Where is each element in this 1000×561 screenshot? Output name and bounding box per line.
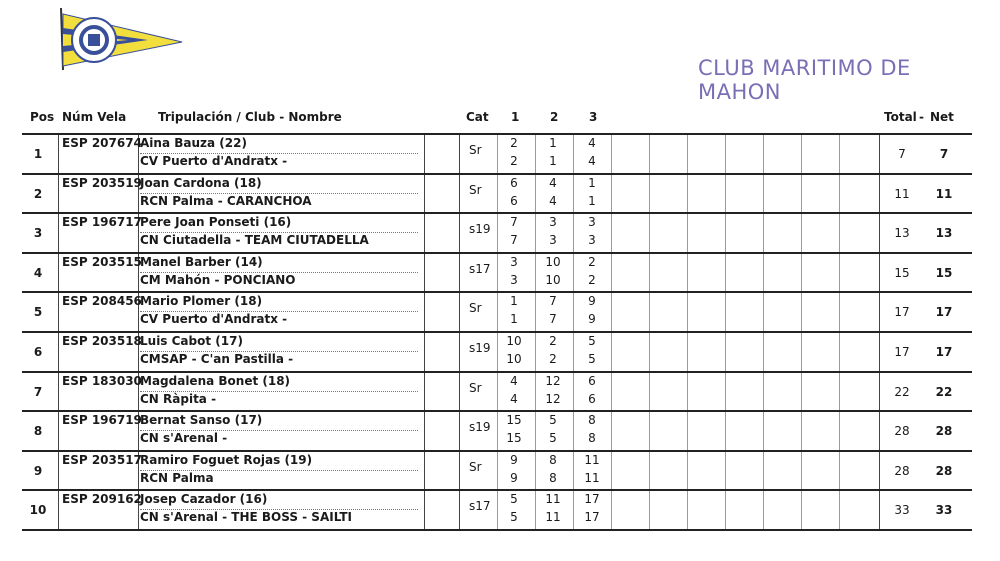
table-row — [22, 412, 972, 452]
column-divider — [424, 333, 425, 371]
race-1-score: 4 — [510, 373, 518, 388]
column-divider — [763, 214, 764, 252]
column-divider — [459, 135, 460, 173]
race-2-score: 12 — [545, 391, 561, 406]
column-divider — [573, 452, 574, 490]
column-divider — [535, 333, 536, 371]
column-divider — [573, 333, 574, 371]
column-divider — [497, 135, 498, 173]
column-divider — [725, 293, 726, 331]
race-1-score: 9 — [510, 452, 518, 467]
column-divider — [573, 293, 574, 331]
column-divider — [725, 254, 726, 292]
column-divider — [535, 373, 536, 411]
race-3-score: 17 — [584, 510, 600, 525]
table-row — [22, 214, 972, 254]
column-divider — [687, 135, 688, 173]
total-points: 33 — [894, 503, 910, 518]
table-row — [22, 135, 972, 175]
column-divider — [459, 214, 460, 252]
race-2-score: 11 — [545, 510, 561, 525]
column-divider — [839, 293, 840, 331]
column-divider — [687, 254, 688, 292]
column-divider — [611, 175, 612, 213]
total-points: 11 — [894, 186, 910, 201]
header-race-1: 1 — [511, 110, 520, 124]
column-divider — [687, 214, 688, 252]
header-race-2: 2 — [550, 110, 559, 124]
race-3-score: 6 — [588, 373, 596, 388]
column-divider — [879, 135, 880, 173]
club-cell: CV Puerto d'Andratx - — [140, 154, 288, 168]
column-divider — [879, 254, 880, 292]
column-divider — [58, 373, 59, 411]
column-divider — [725, 373, 726, 411]
sail-number-cell: ESP 183030 — [62, 373, 142, 388]
column-divider — [424, 491, 425, 529]
position-cell: 6 — [33, 345, 43, 359]
race-3-score: 1 — [588, 193, 596, 208]
column-divider — [763, 452, 764, 490]
column-divider — [58, 412, 59, 450]
column-divider — [801, 412, 802, 450]
column-divider — [763, 491, 764, 529]
sail-number-cell: ESP 209162 — [62, 492, 142, 507]
column-divider — [58, 214, 59, 252]
race-3-score: 5 — [588, 334, 596, 348]
club-cell: CMSAP - C'an Pastilla - — [140, 352, 294, 366]
column-divider — [649, 254, 650, 292]
race-3-score: 9 — [588, 312, 596, 327]
column-divider — [424, 373, 425, 411]
race-2-score: 10 — [545, 254, 561, 269]
club-cell: CN Ràpita - — [140, 391, 217, 406]
column-divider — [687, 452, 688, 490]
race-1-score: 6 — [510, 193, 518, 208]
column-divider — [611, 135, 612, 173]
race-3-score: 3 — [588, 233, 596, 248]
category-cell: Sr — [469, 301, 482, 316]
race-1-score: 5 — [510, 492, 518, 507]
column-divider — [497, 452, 498, 490]
category-cell: s19 — [469, 420, 491, 435]
club-cell: RCN Palma — [140, 470, 214, 485]
column-divider — [839, 254, 840, 292]
column-divider — [763, 175, 764, 213]
sailor-name-cell: Manel Barber (14) — [140, 254, 263, 269]
column-divider — [497, 254, 498, 292]
header-total: Total — [884, 110, 917, 124]
category-cell: s17 — [469, 499, 491, 514]
column-divider — [535, 135, 536, 173]
sail-number-cell: ESP 207674 — [62, 136, 142, 150]
column-divider — [839, 373, 840, 411]
column-divider — [879, 293, 880, 331]
column-divider — [801, 491, 802, 529]
race-1-score: 3 — [510, 272, 518, 287]
column-divider — [535, 175, 536, 213]
column-divider — [801, 452, 802, 490]
column-divider — [687, 175, 688, 213]
column-divider — [801, 135, 802, 173]
header-net: Net — [930, 110, 954, 124]
category-cell: s19 — [469, 222, 491, 237]
header-pos: Pos — [30, 110, 55, 124]
position-cell: 2 — [33, 186, 43, 201]
column-divider — [535, 491, 536, 529]
column-divider — [763, 135, 764, 173]
race-3-score: 11 — [584, 452, 600, 467]
column-divider — [801, 293, 802, 331]
race-1-score: 10 — [506, 334, 522, 348]
column-divider — [424, 214, 425, 252]
column-divider — [649, 412, 650, 450]
column-divider — [649, 293, 650, 331]
column-divider — [687, 333, 688, 371]
sailor-name-cell: Aina Bauza (22) — [140, 136, 247, 150]
column-divider — [459, 452, 460, 490]
race-2-score: 10 — [545, 272, 561, 287]
column-divider — [649, 214, 650, 252]
race-3-score: 8 — [588, 413, 596, 428]
column-divider — [763, 412, 764, 450]
column-divider — [58, 452, 59, 490]
race-2-score: 3 — [549, 215, 557, 230]
table-row — [22, 452, 972, 492]
header-dash: - — [919, 110, 924, 124]
race-1-score: 5 — [510, 510, 518, 525]
total-points: 13 — [894, 226, 910, 241]
column-divider — [611, 412, 612, 450]
sail-number-cell: ESP 203519 — [62, 175, 142, 190]
net-points: 11 — [935, 186, 953, 201]
header-sail-number: Núm Vela — [62, 110, 127, 124]
net-points: 17 — [935, 305, 953, 320]
column-divider — [497, 491, 498, 529]
club-name: CLUB MARITIMO DE MAHON — [698, 56, 911, 104]
column-divider — [611, 452, 612, 490]
column-divider — [879, 373, 880, 411]
column-divider — [725, 333, 726, 371]
sailor-name-cell: Luis Cabot (17) — [140, 334, 243, 348]
race-1-score: 7 — [510, 233, 518, 248]
club-cell: RCN Palma - CARANCHOA — [140, 193, 312, 208]
race-3-score: 1 — [588, 175, 596, 190]
race-3-score: 8 — [588, 431, 596, 446]
column-divider — [879, 333, 880, 371]
club-cell: CN Ciutadella - TEAM CIUTADELLA — [140, 233, 369, 248]
column-divider — [573, 135, 574, 173]
race-1-score: 2 — [510, 136, 518, 150]
position-cell: 3 — [33, 226, 43, 241]
column-divider — [801, 214, 802, 252]
club-burgee-logo — [58, 6, 184, 72]
column-divider — [687, 293, 688, 331]
race-2-score: 7 — [549, 294, 557, 309]
club-cell: CM Mahón - PONCIANO — [140, 272, 296, 287]
column-divider — [573, 491, 574, 529]
table-row — [22, 491, 972, 531]
category-cell: Sr — [469, 459, 482, 474]
sailor-name-cell: Josep Cazador (16) — [140, 492, 268, 507]
sail-number-cell: ESP 203515 — [62, 254, 142, 269]
column-divider — [763, 373, 764, 411]
column-divider — [611, 491, 612, 529]
column-divider — [58, 254, 59, 292]
column-divider — [649, 373, 650, 411]
total-points: 15 — [894, 265, 910, 280]
race-1-score: 9 — [510, 470, 518, 485]
column-divider — [763, 333, 764, 371]
total-points: 17 — [894, 345, 910, 359]
column-divider — [535, 452, 536, 490]
column-divider — [497, 175, 498, 213]
total-points: 17 — [894, 305, 910, 320]
race-1-score: 3 — [510, 254, 518, 269]
column-divider — [459, 293, 460, 331]
column-divider — [725, 175, 726, 213]
column-divider — [763, 254, 764, 292]
table-row — [22, 373, 972, 413]
column-divider — [573, 175, 574, 213]
column-divider — [611, 214, 612, 252]
column-divider — [725, 214, 726, 252]
sail-number-cell: ESP 203518 — [62, 334, 142, 348]
club-cell: CN s'Arenal - — [140, 431, 228, 446]
column-divider — [839, 491, 840, 529]
column-divider — [649, 175, 650, 213]
category-cell: s19 — [469, 341, 491, 355]
column-divider — [459, 412, 460, 450]
column-divider — [879, 214, 880, 252]
race-2-score: 12 — [545, 373, 561, 388]
race-1-score: 15 — [506, 413, 522, 428]
column-divider — [459, 491, 460, 529]
column-divider — [687, 491, 688, 529]
column-divider — [725, 135, 726, 173]
net-points: 17 — [935, 345, 953, 359]
position-cell: 9 — [33, 463, 43, 478]
sailor-name-cell: Mario Plomer (18) — [140, 294, 263, 309]
column-divider — [459, 373, 460, 411]
column-divider — [611, 373, 612, 411]
race-3-score: 11 — [584, 470, 600, 485]
race-3-score: 2 — [588, 254, 596, 269]
column-divider — [839, 135, 840, 173]
column-divider — [687, 373, 688, 411]
race-1-score: 1 — [510, 294, 518, 309]
column-divider — [497, 373, 498, 411]
column-divider — [649, 333, 650, 371]
position-cell: 1 — [33, 147, 43, 161]
position-cell: 5 — [33, 305, 43, 320]
total-points: 28 — [894, 463, 910, 478]
net-points: 22 — [935, 384, 953, 399]
column-divider — [839, 333, 840, 371]
column-divider — [424, 135, 425, 173]
column-divider — [424, 254, 425, 292]
race-2-score: 1 — [549, 154, 557, 168]
sail-number-cell: ESP 196717 — [62, 215, 142, 230]
column-divider — [58, 491, 59, 529]
column-divider — [573, 254, 574, 292]
column-divider — [801, 175, 802, 213]
race-3-score: 4 — [588, 136, 596, 150]
category-cell: Sr — [469, 143, 482, 157]
net-points: 13 — [935, 226, 953, 241]
column-divider — [649, 491, 650, 529]
column-divider — [801, 333, 802, 371]
column-divider — [459, 333, 460, 371]
sailor-name-cell: Ramiro Foguet Rojas (19) — [140, 452, 313, 467]
column-divider — [879, 491, 880, 529]
table-row — [22, 293, 972, 333]
race-1-score: 1 — [510, 312, 518, 327]
column-divider — [879, 175, 880, 213]
sailor-name-cell: Pere Joan Ponseti (16) — [140, 215, 292, 230]
column-divider — [725, 412, 726, 450]
race-2-score: 5 — [549, 431, 557, 446]
race-3-score: 6 — [588, 391, 596, 406]
race-2-score: 8 — [549, 470, 557, 485]
total-points: 22 — [894, 384, 910, 399]
category-cell: Sr — [469, 380, 482, 395]
column-divider — [573, 373, 574, 411]
race-3-score: 17 — [584, 492, 600, 507]
sailor-name-cell: Bernat Sanso (17) — [140, 413, 263, 428]
header-crew-club: Tripulación / Club - Nombre — [158, 110, 342, 124]
race-2-score: 7 — [549, 312, 557, 327]
race-2-score: 4 — [549, 175, 557, 190]
column-divider — [424, 452, 425, 490]
race-2-score: 5 — [549, 413, 557, 428]
race-2-score: 11 — [545, 492, 561, 507]
column-divider — [497, 333, 498, 371]
header-race-3: 3 — [589, 110, 598, 124]
sail-number-cell: ESP 196719 — [62, 413, 142, 428]
column-divider — [497, 412, 498, 450]
column-divider — [497, 293, 498, 331]
position-cell: 7 — [33, 384, 43, 399]
column-divider — [649, 135, 650, 173]
sail-number-cell: ESP 203517 — [62, 452, 142, 467]
column-divider — [497, 214, 498, 252]
race-1-score: 2 — [510, 154, 518, 168]
table-row — [22, 333, 972, 373]
race-1-score: 15 — [506, 431, 522, 446]
column-divider — [839, 452, 840, 490]
table-row — [22, 254, 972, 294]
race-2-score: 8 — [549, 452, 557, 467]
column-divider — [725, 452, 726, 490]
race-3-score: 9 — [588, 294, 596, 309]
column-divider — [839, 214, 840, 252]
net-points: 15 — [935, 265, 953, 280]
column-divider — [424, 293, 425, 331]
column-divider — [725, 491, 726, 529]
column-divider — [649, 452, 650, 490]
column-divider — [839, 175, 840, 213]
table-row — [22, 175, 972, 215]
column-divider — [573, 412, 574, 450]
race-3-score: 4 — [588, 154, 596, 168]
column-divider — [535, 293, 536, 331]
column-divider — [58, 135, 59, 173]
column-divider — [801, 373, 802, 411]
column-divider — [535, 214, 536, 252]
race-1-score: 7 — [510, 215, 518, 230]
column-divider — [459, 175, 460, 213]
total-points: 7 — [898, 147, 906, 161]
category-cell: Sr — [469, 182, 482, 197]
sail-number-cell: ESP 208456 — [62, 294, 142, 309]
column-divider — [611, 254, 612, 292]
net-points: 33 — [935, 503, 953, 518]
category-cell: s17 — [469, 261, 491, 276]
column-divider — [763, 293, 764, 331]
position-cell: 10 — [29, 503, 47, 518]
column-divider — [424, 412, 425, 450]
column-divider — [611, 293, 612, 331]
column-divider — [839, 412, 840, 450]
column-divider — [424, 175, 425, 213]
column-divider — [801, 254, 802, 292]
total-points: 28 — [894, 424, 910, 439]
header-cat: Cat — [466, 110, 489, 124]
net-points: 7 — [939, 147, 949, 161]
column-divider — [611, 333, 612, 371]
race-1-score: 4 — [510, 391, 518, 406]
race-1-score: 6 — [510, 175, 518, 190]
club-cell: CN s'Arenal - THE BOSS - SAILTI — [140, 510, 353, 525]
column-divider — [687, 412, 688, 450]
club-cell: CV Puerto d'Andratx - — [140, 312, 288, 327]
position-cell: 8 — [33, 424, 43, 439]
net-points: 28 — [935, 463, 953, 478]
race-3-score: 2 — [588, 272, 596, 287]
race-2-score: 1 — [549, 136, 557, 150]
race-2-score: 4 — [549, 193, 557, 208]
net-points: 28 — [935, 424, 953, 439]
sailor-name-cell: Joan Cardona (18) — [140, 175, 262, 190]
column-divider — [459, 254, 460, 292]
race-3-score: 3 — [588, 215, 596, 230]
column-divider — [879, 412, 880, 450]
position-cell: 4 — [33, 265, 43, 280]
column-divider — [58, 293, 59, 331]
race-2-score: 3 — [549, 233, 557, 248]
column-divider — [535, 254, 536, 292]
race-3-score: 5 — [588, 352, 596, 366]
race-1-score: 10 — [506, 352, 522, 366]
sailor-name-cell: Magdalena Bonet (18) — [140, 373, 291, 388]
column-divider — [573, 214, 574, 252]
column-divider — [879, 452, 880, 490]
column-divider — [58, 175, 59, 213]
column-divider — [535, 412, 536, 450]
column-divider — [58, 333, 59, 371]
race-2-score: 2 — [549, 352, 557, 366]
race-2-score: 2 — [549, 334, 557, 348]
